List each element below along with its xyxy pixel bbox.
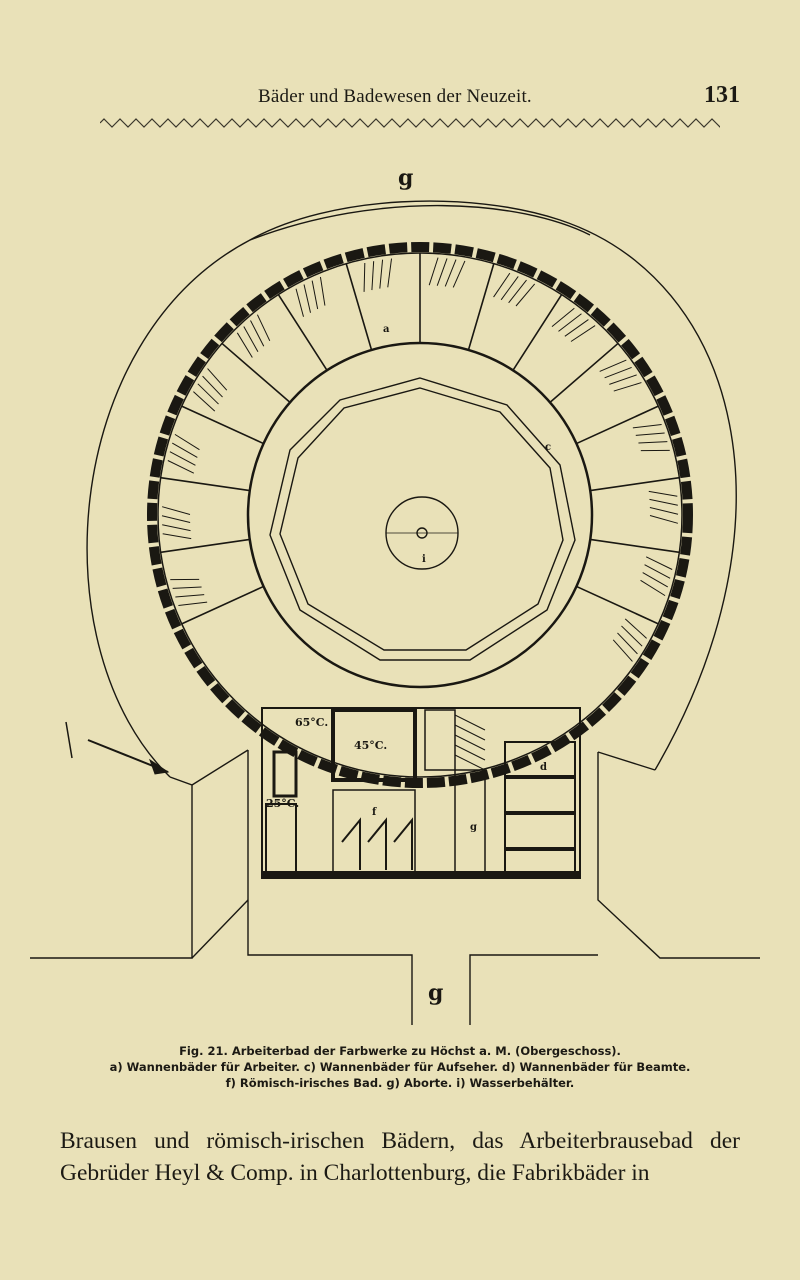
caption-legend-1: a) Wannenbäder für Arbeiter. c) Wannenbäder für Aufseher. d) Wannenbäder für Beamte. [109,1060,691,1074]
cabin-hatch [445,260,456,287]
label-room-g: g [470,822,477,833]
page-header [60,80,740,120]
label-room-d: d [540,762,547,773]
lower-wing [262,708,580,878]
cabin-hatch [163,534,192,539]
label-temp-45: 45°C. [354,739,388,752]
cabin-hatch [650,507,678,514]
cabin-hatch [638,442,667,443]
cabin-hatch [650,516,678,524]
north-arrow [66,722,168,774]
cabin-hatch [173,587,202,588]
cabin-hatch [237,333,252,358]
caption-legend-2: f) Römisch-irisches Bad. g) Aborte. i) Wasserbehälter. [225,1076,575,1090]
page-number: 131 [704,82,740,108]
outer-wall-inner-arc [250,206,590,240]
caption-title: Fig. 21. Arbeiterbad der Farbwerke zu Höchst a. M. (Obergeschoss). [179,1044,621,1058]
cabin-hatch [571,326,595,342]
cabin-hatch [633,424,662,427]
cabin-hatch [649,491,678,496]
cabin-hatch [636,433,665,435]
cabin-hatch [296,289,303,317]
cabin-hatch [617,633,637,654]
cabin-partition [278,295,327,371]
cabin-hatch [600,360,627,371]
cabin-partition [346,264,371,350]
cabin-hatch [565,320,589,337]
cabin-hatch [320,277,324,306]
cabin-partition [590,478,679,491]
cabin-hatch [558,314,581,332]
label-g-top: g [398,165,414,191]
label-room-c: c [545,442,552,453]
cabin-hatch [429,258,438,286]
cabin-partition [161,478,250,491]
label-i-center: i [422,554,426,565]
cabin-hatch [453,261,465,287]
cabin-partition [182,586,264,623]
cabin-ring [152,247,688,783]
cabin-partition [182,406,264,443]
cabin-hatch [641,580,666,595]
cabin-partition [161,539,250,552]
cabin-hatch [175,434,200,449]
cabin-partition [468,264,493,350]
label-temp-65: 65°C. [295,716,329,729]
outer-wall-outline [87,201,736,777]
cabin-hatch [614,383,642,392]
cabin-partition [576,586,658,623]
cabin-hatch [162,516,190,523]
cabin-hatch [605,367,632,377]
figure-caption [80,1043,720,1091]
cabin-hatch [649,499,677,505]
cabin-hatch [193,392,214,411]
cabin-hatch [494,273,510,297]
cabin-partition [550,343,618,402]
cabin-hatch [178,602,207,605]
cabin-hatch [312,281,317,309]
cabin-partition [513,295,562,371]
cabin-hatch [162,507,190,515]
cabin-hatch [364,263,365,292]
label-temp-25: 25°C. [266,797,300,810]
cabin-hatch [621,626,642,646]
label-room-f: f [372,807,377,818]
cabin-hatch [198,384,219,404]
cabin-hatch [162,525,190,531]
running-title: Bäder und Badewesen der Neuzeit. [258,86,532,107]
cabin-hatch [552,308,574,326]
cabin-hatch [509,280,527,303]
label-room-a: a [383,324,390,335]
label-g-bottom: g [428,980,444,1006]
cabin-hatch [208,369,227,391]
cabin-hatch [380,260,383,289]
cabin-hatch [437,258,447,285]
cabin-hatch [372,261,374,290]
cabin-hatch [609,375,636,384]
cabin-hatch [203,376,223,397]
cabin-partition [590,539,679,552]
body-line-2: Gebrüder Heyl & Comp. in Charlottenburg, die Fabrikbäder in [60,1160,650,1186]
cabin-partition [222,343,290,402]
cabin-hatch [613,640,632,662]
floor-plan-figure [0,130,800,1030]
cabin-hatch [388,259,392,288]
cabin-partition [576,406,658,443]
body-line-1: Brausen und römisch-irischen Bädern, das Arbeiterbrausebad der [60,1128,740,1154]
cabin-hatch [501,276,518,299]
cabin-hatch [304,285,310,313]
body-text [60,1125,740,1189]
cabin-hatch [625,619,646,638]
cabin-hatch [175,595,204,597]
central-hall [270,378,575,660]
cabin-hatch [516,284,535,306]
decorative-wavy-rule [100,118,720,128]
